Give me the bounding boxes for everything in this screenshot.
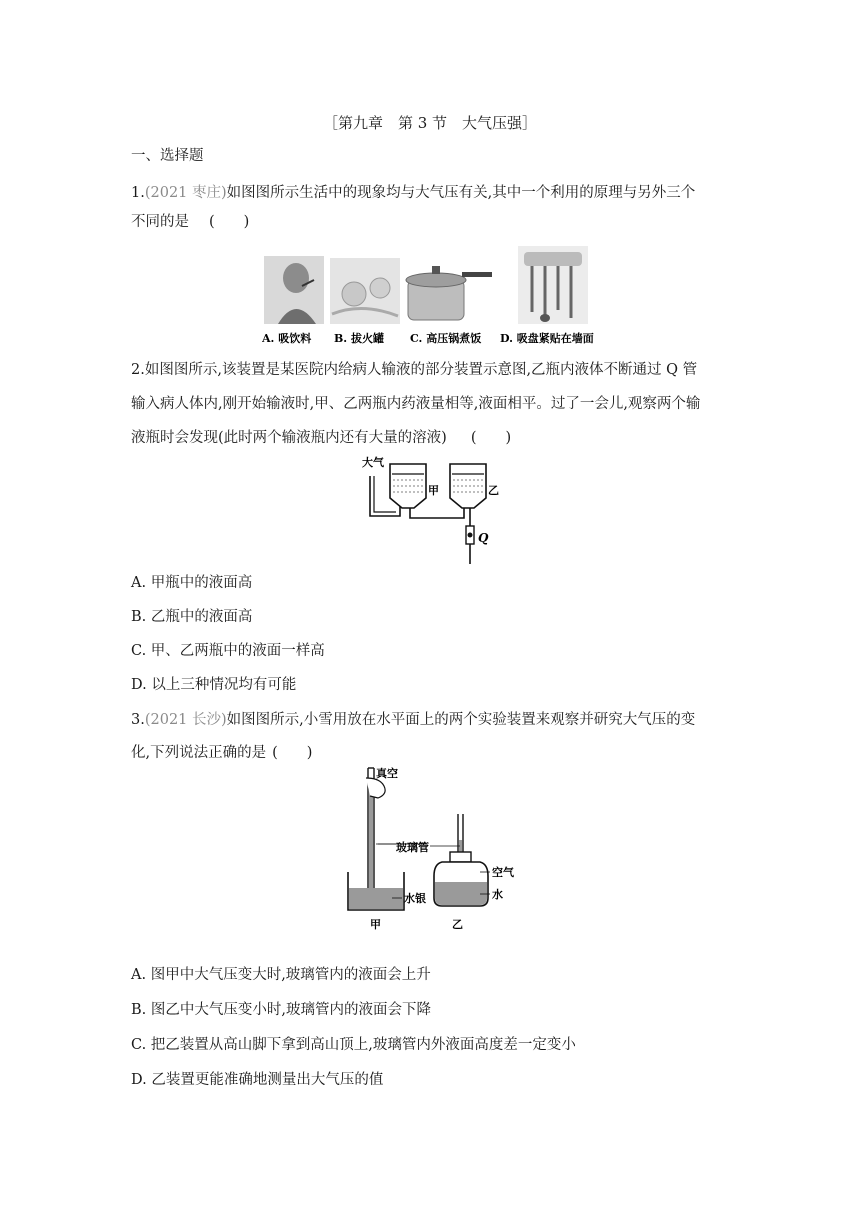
- photo-pressure-cooker-icon: [406, 266, 492, 320]
- caption-d: D. 吸盘紧贴在墙面: [500, 332, 594, 345]
- question-2-line-2: [131, 394, 700, 414]
- question-number: 2.: [131, 362, 145, 378]
- question-text: 如图图所示,该装置是某医院内给病人输液的部分装置示意图,乙瓶内液体不断通过 Q 管: [144, 362, 698, 378]
- photo-drink-icon: [264, 256, 324, 324]
- caption-b: B. 拔火罐: [334, 332, 384, 345]
- label-mercury: 水银: [404, 892, 426, 905]
- question-1-line-2: [131, 212, 249, 232]
- question-1-figure: [262, 244, 602, 348]
- question-source: (2021 长沙): [144, 712, 227, 728]
- apparatus-jia: [348, 768, 404, 910]
- question-text: 不同的是: [131, 214, 189, 230]
- question-text: 如图图所示,小雪用放在水平面上的两个实验装置来观察并研究大气压的变: [226, 712, 696, 728]
- question-number: 3.: [131, 712, 145, 728]
- question-1-line-1: [131, 183, 695, 203]
- label-water: 水: [492, 888, 503, 901]
- option-a: A. 图甲中大气压变大时,玻璃管内的液面会上升: [131, 967, 431, 983]
- label-air: 空气: [492, 866, 514, 879]
- label-q: Q: [478, 531, 489, 545]
- caption-a: A. 吸饮料: [262, 332, 312, 345]
- section-label: 一、选择题: [131, 148, 204, 164]
- option-a: A. 甲瓶中的液面高: [131, 575, 253, 591]
- label-yi: 乙: [488, 484, 499, 497]
- option-d: D. 乙装置更能准确地测量出大气压的值: [131, 1072, 384, 1088]
- question-3-line-1: [131, 710, 695, 730]
- barometer-figure: [340, 764, 520, 934]
- option-c: C. 把乙装置从高山脚下拿到高山顶上,玻璃管内外液面高度差一定变小: [131, 1037, 576, 1053]
- label-yi: 乙: [452, 918, 463, 931]
- option-b: B. 乙瓶中的液面高: [131, 609, 253, 625]
- bottle-yi: [450, 464, 486, 508]
- page-title: ［第九章 第 3 节 大气压强］: [322, 114, 538, 132]
- label-vacuum: 真空: [376, 767, 398, 780]
- option-c: C. 甲、乙两瓶中的液面一样高: [131, 643, 325, 659]
- label-air: 大气: [362, 456, 384, 469]
- question-text: 化,下列说法正确的是: [131, 745, 267, 761]
- label-jia: 甲: [428, 484, 439, 497]
- answer-paren: ( ): [209, 214, 250, 230]
- option-b: B. 图乙中大气压变小时,玻璃管内的液面会下降: [131, 1002, 431, 1018]
- caption-c: C. 高压锅煮饭: [410, 332, 482, 345]
- photo-suction-hooks-icon: [518, 246, 588, 324]
- bottle-jia: [390, 464, 426, 508]
- answer-paren: ( ): [272, 745, 313, 761]
- option-d: D. 以上三种情况均有可能: [131, 677, 297, 693]
- question-text: 如图图所示生活中的现象均与大气压有关,其中一个利用的原理与另外三个: [226, 185, 696, 201]
- question-source: (2021 枣庄): [144, 185, 227, 201]
- iv-apparatus-figure: [360, 456, 500, 566]
- question-number: 1.: [131, 185, 145, 201]
- answer-paren: ( ): [470, 430, 512, 446]
- question-2-line-1: [131, 360, 697, 380]
- label-jia: 甲: [370, 918, 381, 931]
- question-text: 液瓶时会发现(此时两个输液瓶内还有大量的溶液): [131, 430, 447, 446]
- question-text: 输入病人体内,刚开始输液时,甲、乙两瓶内药液量相等,液面相平。过了一会儿,观察两个输: [131, 396, 701, 412]
- photo-cupping-icon: [330, 258, 400, 324]
- apparatus-yi: [434, 814, 488, 906]
- question-2-line-3: [131, 428, 511, 448]
- label-glass-tube: 玻璃管: [396, 841, 429, 854]
- question-3-line-2: [131, 743, 312, 763]
